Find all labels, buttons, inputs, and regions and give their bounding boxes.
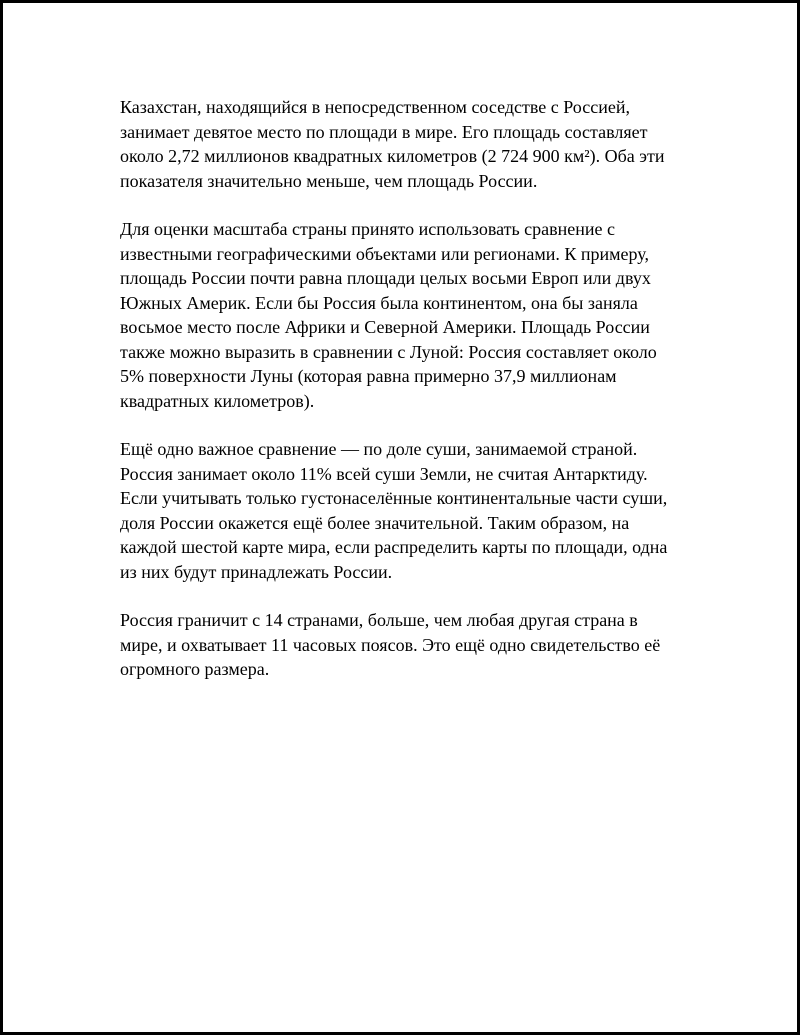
paragraph-kazakhstan: Казахстан, находящийся в непосредственном соседстве с Россией, занимает девятое место по площади в мире. Его площадь составляет около 2,72 миллионов квадратных километров (2 724 900 км²). Оба эти показателя значительно меньше, чем площадь России. [120, 97, 665, 191]
paragraph-borders-timezones: Россия граничит с 14 странами, больше, чем любая другая страна в мире, и охватывает 11 часовых поясов. Это ещё одно свидетельство её огромного размера. [120, 610, 661, 679]
paragraph-land-share: Ещё одно важное сравнение — по доле суши, занимаемой страной. Россия занимает около 11% всей суши Земли, не считая Антарктиду. Если учитывать только густонаселённые континентальные части суши, доля России окажется ещё более значительной. Таким образом, на каждой шестой карте мира, если распределить карты по площади, одна из них будут принадлежать России. [120, 439, 668, 582]
document-body [120, 95, 700, 706]
paragraph-scale-comparison: Для оценки масштаба страны принято использовать сравнение с известными географическими объектами или регионами. К примеру, площадь России почти равна площади целых восьми Европ или двух Южных Америк. Если бы Россия была континентом, она бы заняла восьмое место после Африки и Северной Америки. Площадь России также можно выразить в сравнении с Луной: Россия составляет около 5% поверхности Луны (которая равна примерно 37,9 миллионам квадратных километров). [120, 219, 657, 411]
